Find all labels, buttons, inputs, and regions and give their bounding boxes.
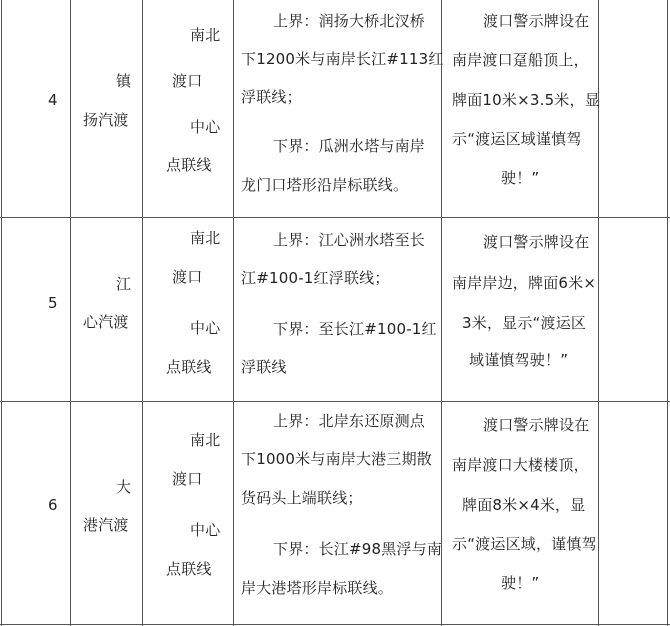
warning-sign-info: 渡口警示牌设在 xyxy=(483,233,590,251)
warning-sign-info: 南岸渡口趸船顶上， xyxy=(452,51,589,69)
warning-sign-info: 牌面10米×3.5米，显 xyxy=(452,91,600,109)
area-boundary: 浮联线 xyxy=(241,358,287,376)
area-boundary: 江#100-1红浮联线； xyxy=(241,269,390,287)
area-boundary: 货码头上端联线； xyxy=(241,489,363,507)
area-boundary: 上界：北岸东还原测点 xyxy=(273,412,426,430)
warning-sign-info: 渡口警示牌设在 xyxy=(483,12,590,30)
warning-sign-info: 渡口警示牌设在 xyxy=(483,416,590,434)
area-boundary: 岸大港塔形岸标联线。 xyxy=(241,579,394,597)
area-boundary: 下界：至长江#100-1红 xyxy=(273,320,437,338)
column-divider xyxy=(70,0,71,626)
crossing-line: 渡口 xyxy=(172,72,203,90)
area-boundary: 下1200米与南岸长江#113红 xyxy=(241,50,444,68)
row-divider xyxy=(0,217,670,218)
crossing-line: 点联线 xyxy=(166,560,212,578)
column-divider xyxy=(142,0,143,626)
crossing-line: 南北 xyxy=(190,26,221,44)
area-boundary: 下界：瓜洲水塔与南岸 xyxy=(273,137,426,155)
warning-sign-info: 3米，显示“渡运区 xyxy=(462,314,587,332)
crossing-line: 中心 xyxy=(190,521,221,539)
row-divider xyxy=(0,401,670,402)
ferry-name: 镇 xyxy=(116,72,132,90)
table-border-bottom xyxy=(0,624,670,625)
warning-sign-info: 牌面8米×4米，显 xyxy=(462,496,586,514)
table-border-left xyxy=(1,0,2,626)
row-number: 6 xyxy=(48,496,58,514)
area-boundary: 下界：长江#98黑浮与南 xyxy=(273,540,443,558)
warning-sign-info: 南岸岸边，牌面6米× xyxy=(452,274,597,292)
row-number: 4 xyxy=(48,91,58,109)
area-boundary: 浮联线； xyxy=(241,88,302,106)
area-boundary: 上界：江心洲水塔至长 xyxy=(273,231,426,249)
crossing-line: 渡口 xyxy=(172,268,203,286)
crossing-line: 中心 xyxy=(190,319,221,337)
ferry-name: 心汽渡 xyxy=(83,313,129,331)
row-number: 5 xyxy=(48,294,58,312)
warning-sign-info: 驶！” xyxy=(501,169,540,187)
warning-sign-info: 示“渡运区域谨慎驾 xyxy=(452,130,582,148)
warning-sign-info: 南岸渡口大楼楼顶， xyxy=(452,456,589,474)
crossing-line: 渡口 xyxy=(172,470,203,488)
area-boundary: 龙门口塔形沿岸标联线。 xyxy=(241,176,409,194)
crossing-line: 中心 xyxy=(190,118,221,136)
area-boundary: 上界：润扬大桥北汊桥 xyxy=(273,12,426,30)
table-border-right xyxy=(667,0,668,626)
crossing-line: 点联线 xyxy=(166,156,212,174)
warning-sign-info: 驶！” xyxy=(501,574,540,592)
crossing-line: 南北 xyxy=(190,229,221,247)
warning-sign-info: 域谨慎驾驶！” xyxy=(469,351,569,369)
ferry-name: 大 xyxy=(116,478,132,496)
ferry-name: 扬汽渡 xyxy=(83,111,129,129)
ferry-name: 港汽渡 xyxy=(83,516,129,534)
crossing-line: 点联线 xyxy=(166,358,212,376)
ferry-name: 江 xyxy=(116,275,132,293)
crossing-line: 南北 xyxy=(190,431,221,449)
column-divider xyxy=(233,0,234,626)
column-divider xyxy=(441,0,442,626)
area-boundary: 下1000米与南岸大港三期散 xyxy=(241,450,432,468)
warning-sign-info: 示“渡运区域，谨慎驾 xyxy=(452,535,597,553)
